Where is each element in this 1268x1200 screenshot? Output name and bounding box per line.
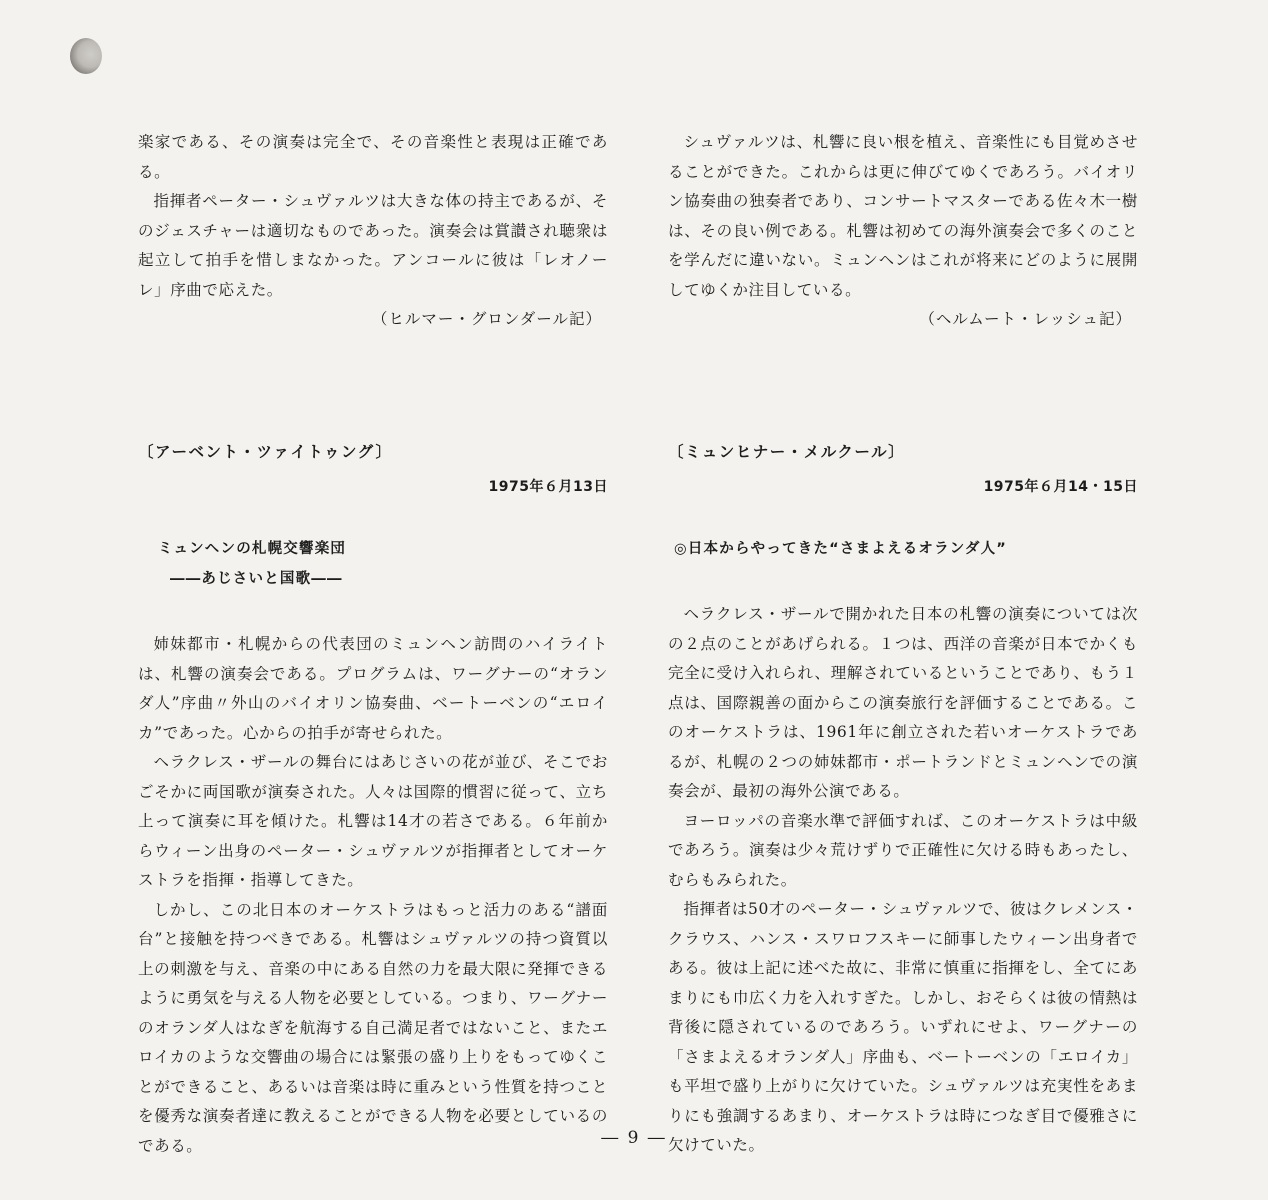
- right-body-paragraph-3: 指揮者は50才のペーター・シュヴァルツで、彼はクレメンス・クラウス、ハンス・スワロフスキーに師事したウィーン出身者である。彼は上記に述べた故に、非常に慎重に指揮をし、全てにあまりにも巾広く力を入れすぎた。しかし、おそらくは彼の情熱は背後に隠されているのであろう。いずれにせよ、ワーグナーの「さまよえるオランダ人」序曲も、ベートーベンの「エロイカ」も平坦で盛り上がりに欠けていた。シュヴァルツは充実性をあまりにも強調するあまり、オーケストラは時につなぎ目で優雅さに欠けていた。: [668, 900, 1138, 1154]
- right-top-signature: （ヘルムート・レッシュ記）: [919, 310, 1132, 328]
- left-body-paragraph-2: ヘラクレス・ザールの舞台にはあじさいの花が並び、そこでおごそかに両国歌が演奏された。人々は国際的慣習に従って、立ち上って演奏に耳を傾けた。札響は14才の若さである。６年前からウィーン出身のペーター・シュヴァルツが指揮者としてオーケストラを指揮・指導してきた。: [138, 753, 608, 889]
- right-article-date: 1975年６月14・15日: [983, 479, 1138, 495]
- punch-hole: [70, 38, 102, 74]
- left-article-title-block: [138, 534, 608, 594]
- left-top-paragraph-2: 指揮者ペーター・シュヴァルツは大きな体の持主であるが、そのジェスチャーは適切なものであった。演奏会は賞讃され聴衆は起立して拍手を惜しまなかった。アンコールに彼は「レオノーレ」序曲で応えた。: [138, 192, 608, 299]
- left-article-body: [138, 630, 608, 1161]
- right-body-paragraph-2: ヨーロッパの音楽水準で評価すれば、このオーケストラは中級であろう。演奏は少々荒けずりで正確性に欠ける時もあったし、むらもみられた。: [668, 811, 1138, 889]
- left-article-title: ミュンヘンの札幌交響楽団: [158, 541, 347, 557]
- left-article-subtitle: ――あじさいと国歌――: [170, 571, 343, 587]
- left-article-date: 1975年６月13日: [488, 479, 608, 495]
- right-article-title: ◎日本からやってきた“さまよえるオランダ人”: [674, 541, 1008, 557]
- left-top-signature: （ヒルマー・グロンダール記）: [371, 310, 602, 328]
- right-article-body: [668, 600, 1138, 1161]
- page-number: ― 9 ―: [601, 1128, 667, 1148]
- right-newspaper-heading: 〔ミュンヒナー・メルクール〕: [668, 443, 906, 461]
- left-body-paragraph-3: しかし、この北日本のオーケストラはもっと活力のある“譜面台”と接触を持つべきである。札響はシュヴァルツの持つ資質以上の刺激を与え、音楽の中にある自然の力を最大限に発揮できるように勇気を与える人物を必要としている。つまり、ワーグナーのオランダ人はなぎを航海する自己満足者ではないこと、またエロイカのような交響曲の場合には緊張の盛り上りをもってゆくことができること、あるいは音楽は時に重みという性質を持つことを優秀な演奏者達に教えることができる人物を必要としているのである。: [138, 900, 608, 1155]
- right-column-top: [668, 128, 1138, 335]
- left-top-paragraph-1: 楽家である、その演奏は完全で、その音楽性と表現は正確である。: [138, 133, 608, 181]
- right-article-title-block: [668, 534, 1138, 564]
- right-article: [668, 440, 1138, 1161]
- left-article: [138, 440, 608, 1161]
- left-newspaper-heading: 〔アーベント・ツァイトゥング〕: [138, 443, 393, 461]
- left-column-top: [138, 128, 608, 335]
- right-body-paragraph-1: ヘラクレス・ザールで開かれた日本の札響の演奏については次の２点のことがあげられる。１つは、西洋の音楽が日本でかくも完全に受け入れられ、理解されているということであり、もう１点は、国際親善の面からこの演奏旅行を評価することである。このオーケストラは、1961年に創立された若いオーケストラであるが、札幌の２つの姉妹都市・ポートランドとミュンヘンでの演奏会が、最初の海外公演である。: [668, 605, 1138, 800]
- right-top-paragraph-1: シュヴァルツは、札響に良い根を植え、音楽性にも目覚めさせることができた。これからは更に伸びてゆくであろう。バイオリン協奏曲の独奏者であり、コンサートマスターである佐々木一樹は、その良い例である。札響は初めての海外演奏会で多くのことを学んだに違いない。ミュンヘンはこれが将来にどのように展開してゆくか注目している。: [668, 133, 1138, 299]
- left-body-paragraph-1: 姉妹都市・札幌からの代表団のミュンヘン訪問のハイライトは、札響の演奏会である。プログラムは、ワーグナーの“オランダ人”序曲〃外山のバイオリン協奏曲、ベートーベンの“エロイカ”であった。心からの拍手が寄せられた。: [138, 635, 608, 742]
